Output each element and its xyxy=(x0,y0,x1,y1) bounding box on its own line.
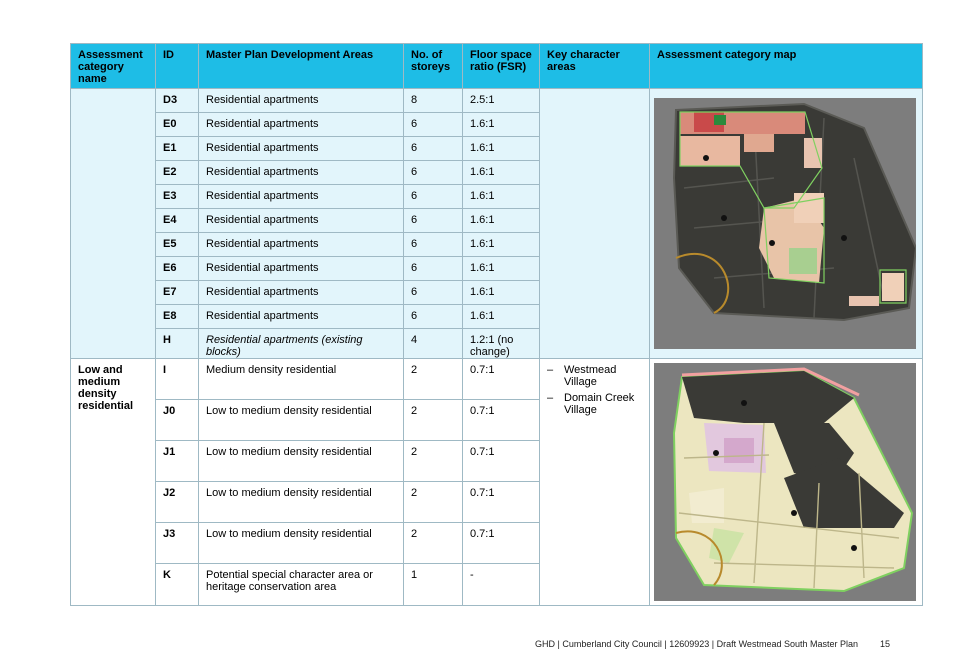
header-character: Key character areas xyxy=(540,44,650,89)
storeys-cell: 2 xyxy=(404,400,463,441)
fsr-cell: 1.6:1 xyxy=(463,185,540,209)
storeys-cell: 6 xyxy=(404,137,463,161)
id-cell: D3 xyxy=(156,89,199,113)
area-cell: Residential apartments xyxy=(199,137,404,161)
footer-text: GHD | Cumberland City Council | 12609923 | Draft Westmead South Master Plan xyxy=(535,639,858,649)
id-cell: I xyxy=(156,359,199,400)
storeys-cell: 6 xyxy=(404,185,463,209)
storeys-cell: 2 xyxy=(404,523,463,564)
fsr-cell: 0.7:1 xyxy=(463,482,540,523)
header-row xyxy=(71,44,923,89)
fsr-cell: 1.6:1 xyxy=(463,209,540,233)
area-cell: Low to medium density residential xyxy=(199,441,404,482)
character-area-item: – Domain Creek Village xyxy=(547,392,642,416)
storeys-cell: 2 xyxy=(404,359,463,400)
area-cell: Residential apartments xyxy=(199,281,404,305)
page-footer xyxy=(535,639,890,649)
storeys-cell: 2 xyxy=(404,441,463,482)
area-cell: Low to medium density residential xyxy=(199,523,404,564)
id-cell: K xyxy=(156,564,199,606)
assessment-map-upper xyxy=(654,98,916,349)
area-cell: Low to medium density residential xyxy=(199,482,404,523)
id-cell: E2 xyxy=(156,161,199,185)
character-area-list xyxy=(547,364,642,416)
character-area-item: – Westmead Village xyxy=(547,364,642,388)
area-cell: Residential apartments (existing blocks) xyxy=(199,329,404,359)
header-category: Assessment category name xyxy=(71,44,156,89)
character-cell-upper xyxy=(540,89,650,359)
id-cell: E6 xyxy=(156,257,199,281)
character-cell-lower xyxy=(540,359,650,606)
storeys-cell: 6 xyxy=(404,281,463,305)
header-fsr: Floor space ratio (FSR) xyxy=(463,44,540,89)
fsr-cell: 2.5:1 xyxy=(463,89,540,113)
fsr-cell: 1.2:1 (no change) xyxy=(463,329,540,359)
header-areas: Master Plan Development Areas xyxy=(199,44,404,89)
assessment-table xyxy=(70,43,923,606)
id-cell: J2 xyxy=(156,482,199,523)
area-cell: Residential apartments xyxy=(199,305,404,329)
area-cell: Low to medium density residential xyxy=(199,400,404,441)
id-cell: J1 xyxy=(156,441,199,482)
header-map: Assessment category map xyxy=(650,44,923,89)
fsr-cell: - xyxy=(463,564,540,606)
area-cell: Residential apartments xyxy=(199,209,404,233)
storeys-cell: 8 xyxy=(404,89,463,113)
fsr-cell: 0.7:1 xyxy=(463,359,540,400)
storeys-cell: 6 xyxy=(404,161,463,185)
storeys-cell: 6 xyxy=(404,209,463,233)
area-cell: Residential apartments xyxy=(199,233,404,257)
fsr-cell: 1.6:1 xyxy=(463,161,540,185)
area-cell: Residential apartments xyxy=(199,113,404,137)
header-id: ID xyxy=(156,44,199,89)
table-row xyxy=(71,89,923,113)
fsr-cell: 0.7:1 xyxy=(463,523,540,564)
area-cell: Medium density residential xyxy=(199,359,404,400)
area-cell: Potential special character area or heritage conservation area xyxy=(199,564,404,606)
id-cell: E7 xyxy=(156,281,199,305)
map-cell-upper xyxy=(650,89,923,359)
header-storeys: No. of storeys xyxy=(404,44,463,89)
storeys-cell: 4 xyxy=(404,329,463,359)
fsr-cell: 1.6:1 xyxy=(463,233,540,257)
category-cell-lower: Low and medium density residential xyxy=(71,359,156,606)
storeys-cell: 6 xyxy=(404,113,463,137)
id-cell: E0 xyxy=(156,113,199,137)
assessment-map-lower xyxy=(654,363,916,601)
id-cell: E4 xyxy=(156,209,199,233)
map-cell-lower xyxy=(650,359,923,606)
storeys-cell: 2 xyxy=(404,482,463,523)
storeys-cell: 6 xyxy=(404,305,463,329)
fsr-cell: 0.7:1 xyxy=(463,400,540,441)
area-cell: Residential apartments xyxy=(199,185,404,209)
fsr-cell: 1.6:1 xyxy=(463,113,540,137)
storeys-cell: 6 xyxy=(404,233,463,257)
id-cell: E3 xyxy=(156,185,199,209)
id-cell: H xyxy=(156,329,199,359)
storeys-cell: 1 xyxy=(404,564,463,606)
fsr-cell: 0.7:1 xyxy=(463,441,540,482)
table-row xyxy=(71,359,923,400)
area-cell: Residential apartments xyxy=(199,89,404,113)
page-number: 15 xyxy=(880,639,891,649)
storeys-cell: 6 xyxy=(404,257,463,281)
category-cell-upper xyxy=(71,89,156,359)
fsr-cell: 1.6:1 xyxy=(463,257,540,281)
area-cell: Residential apartments xyxy=(199,257,404,281)
id-cell: J3 xyxy=(156,523,199,564)
id-cell: J0 xyxy=(156,400,199,441)
fsr-cell: 1.6:1 xyxy=(463,137,540,161)
id-cell: E8 xyxy=(156,305,199,329)
fsr-cell: 1.6:1 xyxy=(463,281,540,305)
id-cell: E1 xyxy=(156,137,199,161)
fsr-cell: 1.6:1 xyxy=(463,305,540,329)
area-cell: Residential apartments xyxy=(199,161,404,185)
id-cell: E5 xyxy=(156,233,199,257)
